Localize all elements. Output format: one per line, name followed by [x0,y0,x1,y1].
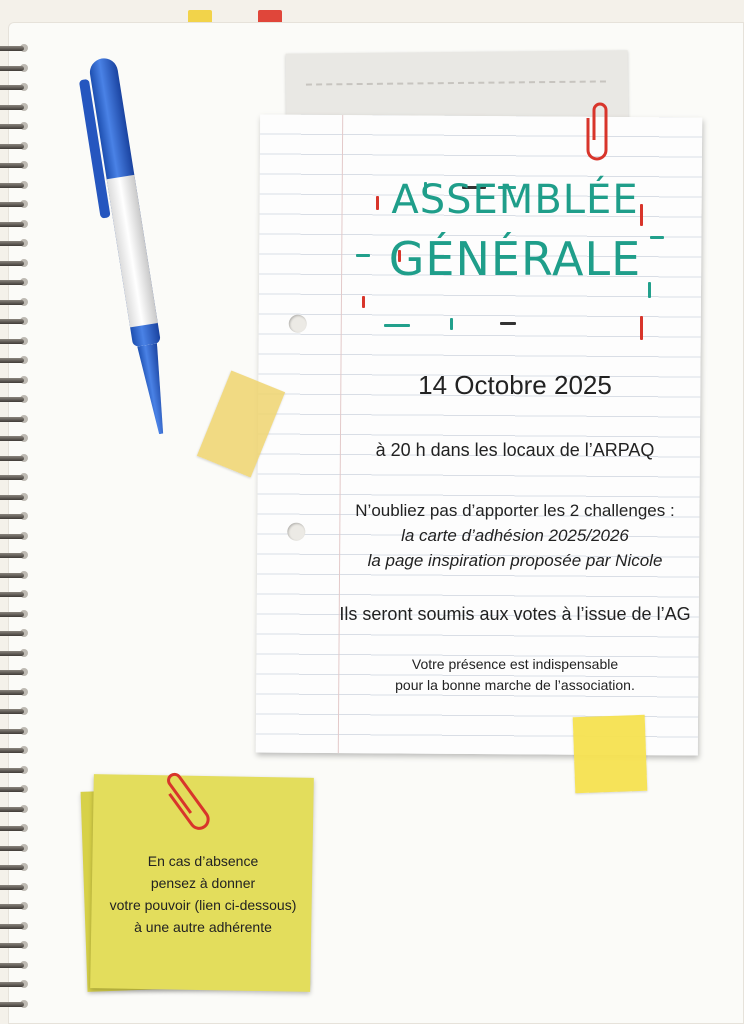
spiral-binding [0,24,36,1024]
spiral-ring [0,980,30,990]
spiral-ring [0,824,30,834]
spiral-ring [0,571,30,581]
spiral-ring [0,512,30,522]
spiral-ring [0,44,30,54]
spiral-ring [0,805,30,815]
sticky-line-1: En cas d’absence [147,853,259,869]
title-line-1: ASSEMBLÉE [391,177,639,223]
meeting-date: 14 Octobre 2025 [418,370,612,400]
spiral-ring [0,610,30,620]
spiral-ring [0,181,30,191]
spiral-ring [0,746,30,756]
sticky-line-3: votre pouvoir (lien ci-dessous) [109,897,297,913]
spiral-ring [0,473,30,483]
spiral-ring [0,64,30,74]
spiral-ring [0,376,30,386]
spiral-ring [0,863,30,873]
spiral-ring [0,707,30,717]
spiral-ring [0,590,30,600]
spiral-ring [0,961,30,971]
spiral-ring [0,161,30,171]
reminder-intro: N’oubliez pas d’apporter les 2 challenges : [355,501,675,520]
spiral-ring [0,922,30,932]
spiral-ring [0,454,30,464]
spiral-ring [0,1000,30,1010]
spiral-ring [0,337,30,347]
spiral-ring [0,766,30,776]
spiral-ring [0,356,30,366]
title [350,177,680,286]
vote-notice: Ils seront soumis aux votes à l’issue de l’AG [339,604,691,624]
back-paper-sheet [286,50,629,124]
sticky-line-4: à une autre adhérente [134,919,272,935]
spiral-ring [0,649,30,659]
spiral-ring [0,103,30,113]
spiral-ring [0,434,30,444]
presence-notice [330,654,700,696]
challenges-reminder [330,498,700,573]
spiral-ring [0,727,30,737]
spiral-ring [0,122,30,132]
reminder-item-1: la carte d’adhésion 2025/2026 [401,526,629,545]
spiral-ring [0,629,30,639]
spiral-ring [0,844,30,854]
spiral-ring [0,668,30,678]
spiral-ring [0,415,30,425]
spiral-ring [0,785,30,795]
title-line-2: GÉNÉRALE [388,232,642,286]
sticky-note-text [96,850,310,938]
spiral-ring [0,83,30,93]
spiral-ring [0,259,30,269]
spiral-ring [0,883,30,893]
presence-line-2: pour la bonne marche de l’association. [395,677,635,693]
meeting-place: à 20 h dans les locaux de l’ARPAQ [375,440,655,460]
spiral-ring [0,239,30,249]
reminder-item-2: la page inspiration proposée par Nicole [367,551,663,570]
spiral-ring [0,200,30,210]
spiral-ring [0,298,30,308]
tape-piece [573,715,648,793]
spiral-ring [0,551,30,561]
spiral-ring [0,278,30,288]
spiral-ring [0,941,30,951]
spiral-ring [0,532,30,542]
paperclip-icon [586,100,612,164]
spiral-ring [0,317,30,327]
spiral-ring [0,493,30,503]
spiral-ring [0,395,30,405]
presence-line-1: Votre présence est indispensable [411,656,619,672]
spiral-ring [0,688,30,698]
spiral-ring [0,902,30,912]
spiral-ring [0,142,30,152]
spiral-ring [0,220,30,230]
sticky-line-2: pensez à donner [150,875,256,891]
